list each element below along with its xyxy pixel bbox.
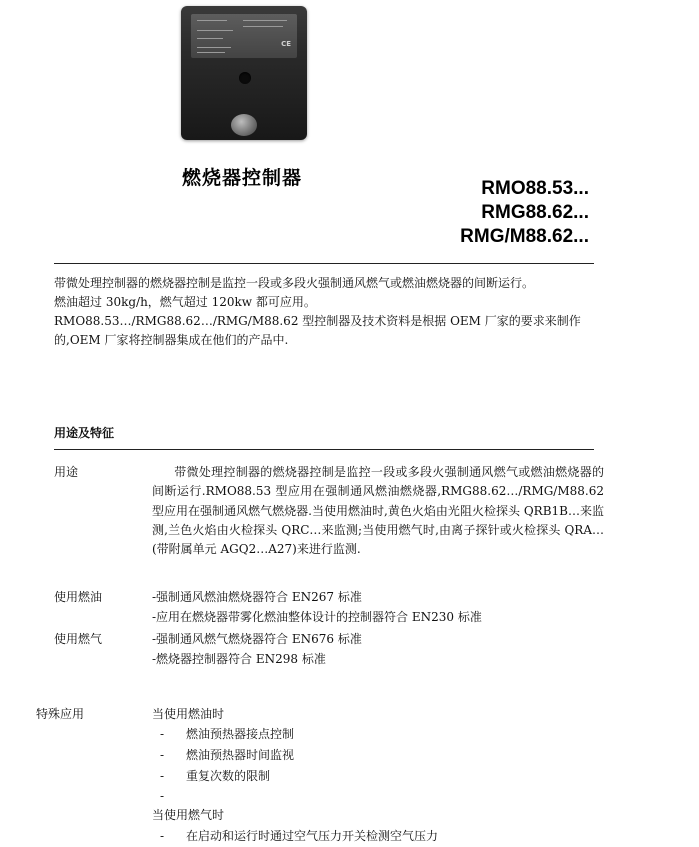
special-oil-heading: 当使用燃油时 xyxy=(152,707,225,721)
special-oil-item: - 燃油预热器时间监视 xyxy=(160,748,295,762)
product-photo xyxy=(181,6,307,140)
model-rmg: RMG88.62... xyxy=(481,202,589,223)
page-title: 燃烧器控制器 xyxy=(182,167,303,189)
ce-mark-icon: CE xyxy=(281,40,291,48)
special-oil-item: - xyxy=(160,789,165,803)
uses-description xyxy=(152,463,604,559)
special-gas-heading: 当使用燃气时 xyxy=(152,808,225,822)
gas-item: -燃烧器控制器符合 EN298 标准 xyxy=(152,652,326,666)
intro-line: RMO88.53…/RMG88.62…/RMG/M88.62 型控制器及技术资料是根据 OEM 厂家的要求来制作的,OEM 厂家将控制器集成在他们的产品中. xyxy=(54,314,581,347)
socket-hole xyxy=(239,72,251,84)
intro-text xyxy=(54,274,606,350)
model-rmo: RMO88.53... xyxy=(481,178,589,199)
oil-label: 使用燃油 xyxy=(54,590,103,604)
special-oil-item: - 重复次数的限制 xyxy=(160,769,271,783)
special-oil-item: - 燃油预热器接点控制 xyxy=(160,727,295,741)
divider xyxy=(54,449,594,450)
gas-label: 使用燃气 xyxy=(54,632,103,646)
special-gas-item: - 在启动和运行时通过空气压力开关检测空气压力 xyxy=(160,829,439,843)
uses-label: 用途 xyxy=(54,465,79,479)
oil-item: -强制通风燃油燃烧器符合 EN267 标准 xyxy=(152,590,362,604)
product-label-plate xyxy=(191,14,297,58)
uses-text: 带微处理控制器的燃烧器控制是监控一段或多段火强制通风燃气或燃油燃烧器的间断运行.RMO88.53 型应用在强制通风燃油燃烧器,RMG88.62…/RMG/M88.62 型应用在强制通风燃气燃烧器.当使用燃油时,黄色火焰由光阻火检探头 QRB1B…来监测,兰色火焰由火检探头 QRC…来监测;当使用燃气时,由离子探针或火检探头 QRA…(带附属单元 AGQ2…A27)来进行监测. xyxy=(152,465,604,557)
divider xyxy=(54,263,594,264)
section-title: 用途及特征 xyxy=(54,426,115,440)
special-label: 特殊应用 xyxy=(36,707,85,721)
gas-item: -强制通风燃气燃烧器符合 EN676 标准 xyxy=(152,632,362,646)
model-rmgm: RMG/M88.62... xyxy=(460,226,589,247)
intro-line: 燃油超过 30kg/h，燃气超过 120kw 都可应用。 xyxy=(54,295,316,309)
intro-line: 带微处理控制器的燃烧器控制是监控一段或多段火强制通风燃气或燃油燃烧器的间断运行。 xyxy=(54,276,535,290)
oil-item: -应用在燃烧器带雾化燃油整体设计的控制器符合 EN230 标准 xyxy=(152,610,482,624)
reset-button-icon xyxy=(231,114,257,136)
